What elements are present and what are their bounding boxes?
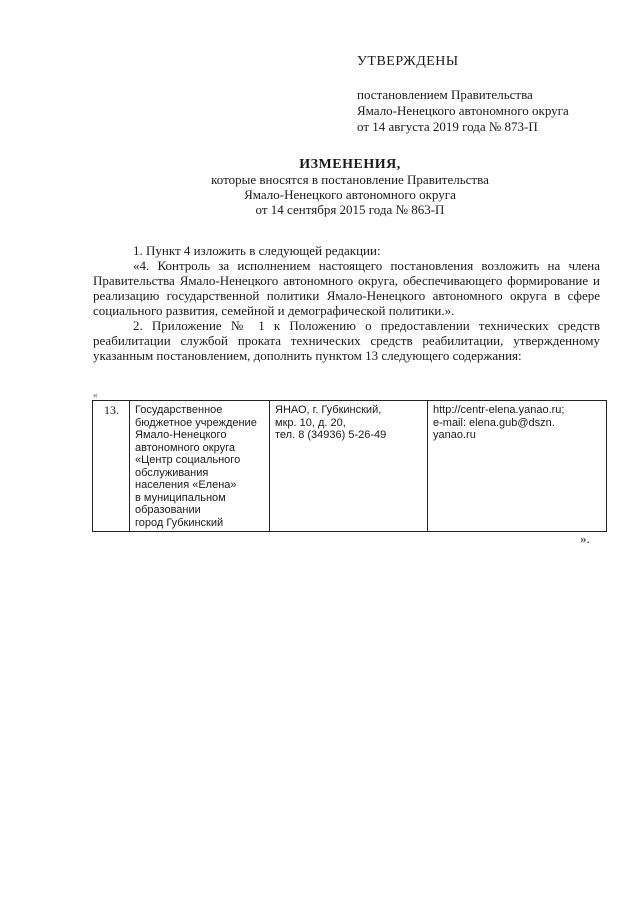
website-link[interactable]: http://centr-elena.yanao.ru; (433, 404, 565, 416)
heading-line: Ямало-Ненецкого автономного округа (244, 187, 456, 202)
institution-name-line: Государственное (135, 404, 223, 416)
approval-stamp-block (357, 54, 617, 135)
address-line: ЯНАО, г. Губкинский, (275, 404, 382, 416)
institution-name-line: «Центр социального (135, 454, 241, 466)
facility-table (92, 400, 607, 532)
institution-name-line: обслуживания (135, 466, 209, 479)
institution-name-line: Ямало-Ненецкого (135, 429, 227, 441)
address-cell (270, 401, 428, 532)
document-heading (100, 157, 600, 217)
address-line: мкр. 10, д. 20, (275, 416, 346, 429)
approved-line: от 14 августа 2019 года № 873-П (357, 119, 538, 134)
institution-name-line: город Губкинский (135, 516, 224, 529)
item-1-intro: 1. Пункт 4 изложить в следующей редакции: (133, 243, 381, 258)
row-number: 13. (93, 401, 130, 532)
table-opening-quote: « (93, 390, 98, 400)
institution-name-line: в муниципальном (135, 491, 226, 504)
phone-line: тел. 8 (34936) 5-26-49 (275, 429, 387, 441)
approved-title: УТВЕРЖДЕНЫ (357, 54, 459, 69)
email-link-continued[interactable]: yanao.ru (433, 429, 476, 441)
heading-line: которые вносятся в постановление Правительства (211, 172, 489, 187)
heading-title: ИЗМЕНЕНИЯ, (299, 157, 401, 172)
email-link[interactable]: e-mail: elena.gub@dszn. (433, 416, 555, 429)
institution-name-line: бюджетное учреждение (135, 416, 257, 429)
heading-line: от 14 сентября 2015 года № 863-П (255, 202, 445, 217)
approved-line: Ямало-Ненецкого автономного округа (357, 103, 569, 118)
institution-name-line: автономного округа (135, 441, 235, 454)
item-1-text: «4. Контроль за исполнением настоящего постановления возложить на члена Правительства Ямало-Ненецкого автономного округа, обеспечивающего формирование и реализацию государственной политики Ямало-Ненецкого автономного округа в сфере социального развития, семейной и демографической политики.». (93, 258, 600, 318)
table-closing-quote: ». (580, 531, 590, 546)
table-row (93, 401, 607, 532)
institution-name-line: населения «Елена» (135, 479, 237, 491)
item-2-text: 2. Приложение № 1 к Положению о предоставлении технических средств реабилитации службой проката технических средств реабилитации, утвержденному указанным постановлением, дополнить пунктом 13 следующего содержания: (93, 318, 600, 363)
institution-name-line: образовании (135, 504, 201, 516)
institution-name-cell (130, 401, 270, 532)
document-body (93, 243, 600, 363)
contacts-cell (428, 401, 607, 532)
approved-line: постановлением Правительства (357, 87, 533, 102)
